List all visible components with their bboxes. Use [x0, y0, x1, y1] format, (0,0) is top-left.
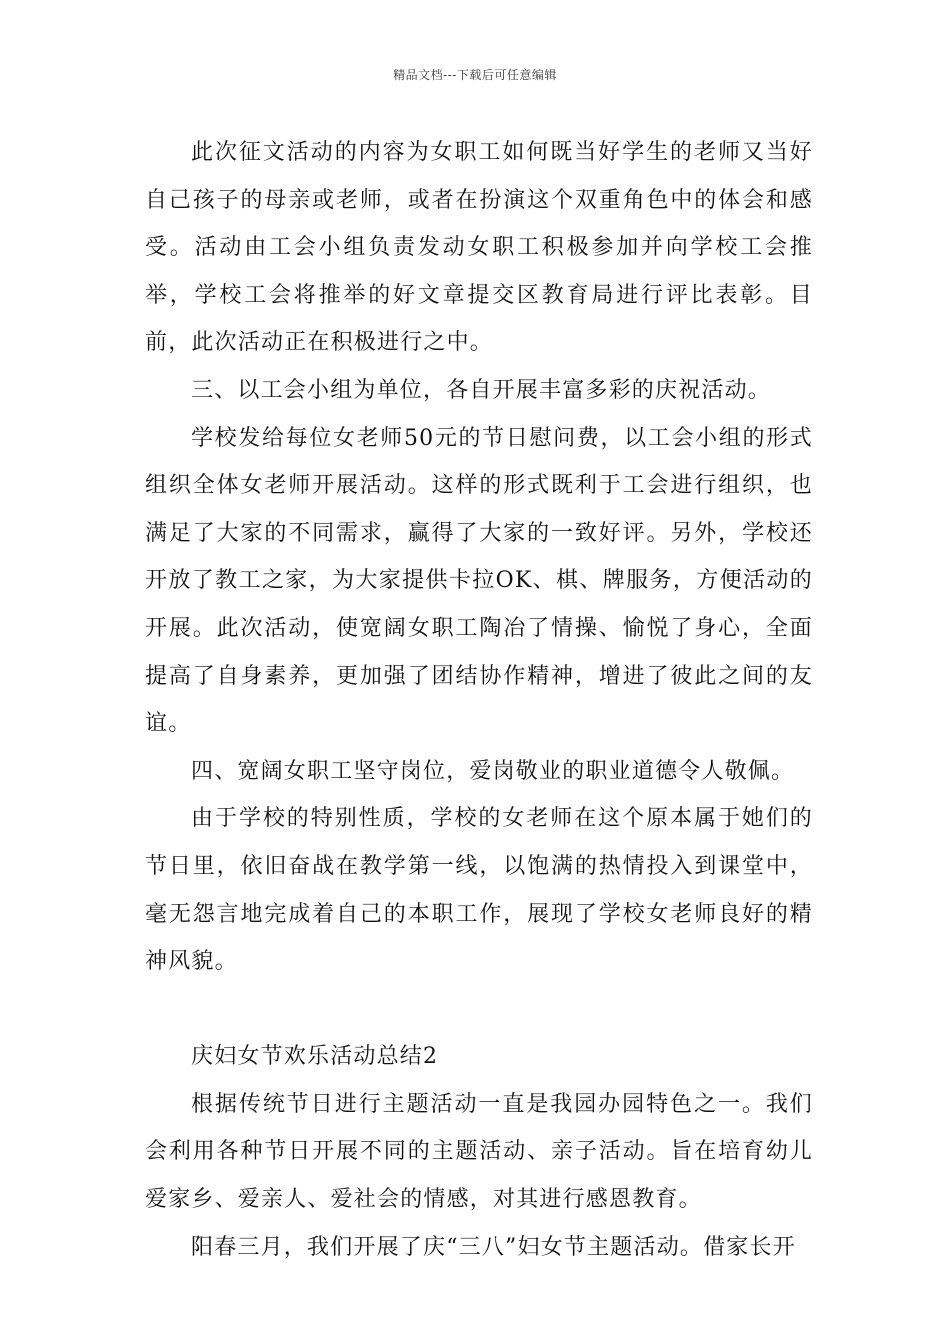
- paragraph-essay-activity: 此次征文活动的内容为女职工如何既当好学生的老师又当好自己孩子的母亲或老师，或者在扮演这个双重角色中的体会和感受。活动由工会小组负责发动女职工积极参加并向学校工会推举，学校工会将推举的好文章提交区教育局进行评比表彰。目前，此次活动正在积极进行之中。: [145, 140, 813, 356]
- article-title-2: 庆妇女节欢乐活动总结2: [191, 1044, 439, 1070]
- page-header: 精品文档---下载后可任意编辑: [393, 68, 557, 82]
- paragraph-march: 阳春三月，我们开展了庆“三八”妇女节主题活动。借家长开: [191, 1234, 796, 1260]
- section-heading-four: 四、宽阔女职工坚守岗位，爱岗敬业的职业道德令人敬佩。: [191, 758, 795, 784]
- section-heading-three: 三、以工会小组为单位，各自开展丰富多彩的庆祝活动。: [191, 377, 772, 403]
- paragraph-dedication: 由于学校的特别性质，学校的女老师在这个原本属于她们的节日里，依旧奋战在教学第一线，以饱满的热情投入到课堂中，毫无怨言地完成着自己的本职工作，展现了学校女老师良好的精神风貌。: [145, 806, 813, 975]
- blank-line: [145, 986, 813, 1034]
- paragraph-kindergarten: 根据传统节日进行主题活动一直是我园办园特色之一。我们会利用各种节日开展不同的主题活动、亲子活动。旨在培育幼儿爱家乡、爱亲人、爱社会的情感，对其进行感恩教育。: [145, 1091, 813, 1213]
- document-body: [145, 129, 813, 1271]
- paragraph-celebration: 学校发给每位女老师50元的节日慰问费，以工会小组的形式组织全体女老师开展活动。这样的形式既利于工会进行组织，也满足了大家的不同需求，赢得了大家的一致好评。另外，学校还开放了教工之家，为大家提供卡拉OK、棋、牌服务，方便活动的开展。此次活动，使宽阔女职工陶冶了情操、愉悦了身心，全面提高了自身素养，更加强了团结协作精神，增进了彼此之间的友谊。: [145, 425, 813, 737]
